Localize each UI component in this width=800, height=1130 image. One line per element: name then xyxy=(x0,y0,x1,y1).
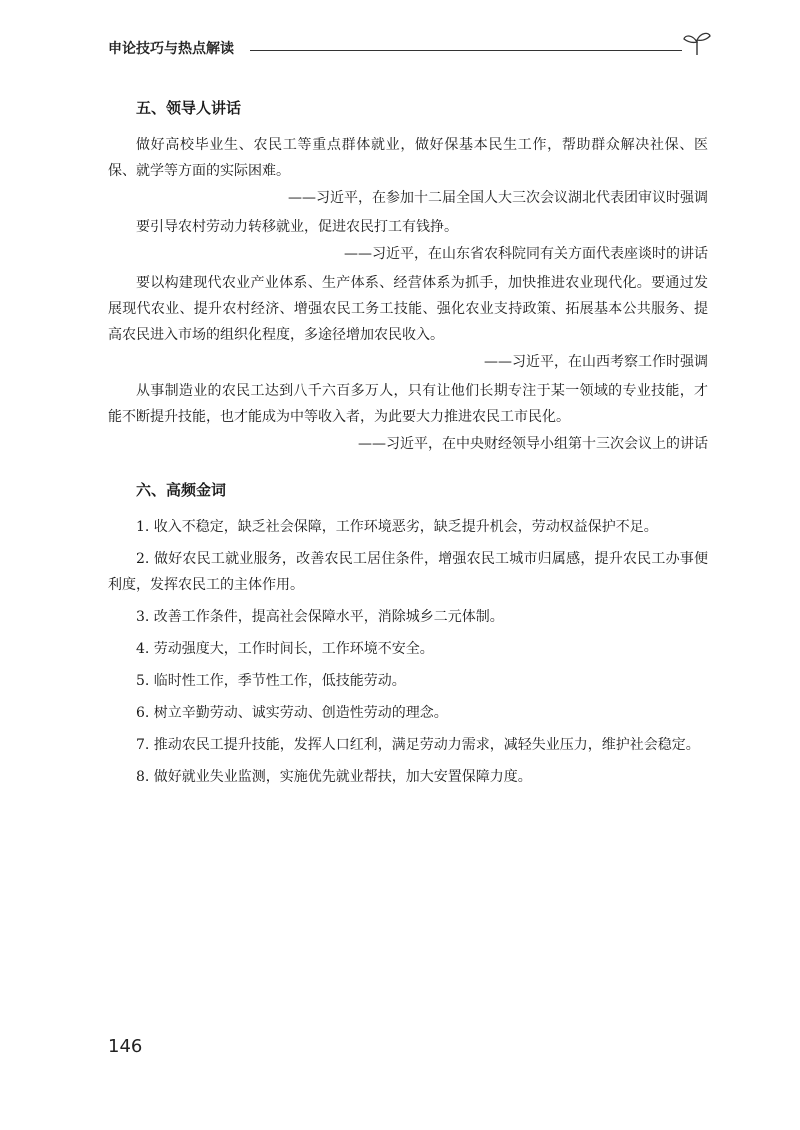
page-number: 146 xyxy=(108,1036,143,1057)
running-title: 申论技巧与热点解读 xyxy=(108,41,234,57)
quote-attribution: ——习近平，在山西考察工作时强调 xyxy=(484,354,708,370)
quote-text: 要引导农村劳动力转移就业，促进农民打工有钱挣。 xyxy=(136,219,458,235)
page-header xyxy=(108,30,708,60)
header-rule xyxy=(250,50,682,51)
list-item: 3. 改善工作条件，提高社会保障水平，消除城乡二元体制。 xyxy=(136,609,504,625)
list-item: 6. 树立辛勤劳动、诚实劳动、创造性劳动的理念。 xyxy=(136,705,448,721)
quote-text: 要以构建现代农业产业体系、生产体系、经营体系为抓手，加快推进农业现代化。要通过发展现代农业、提升农村经济、增强农民工务工技能、强化农业支持政策、拓展基本公共服务、提高农民进入市场的组织化程度，多途径增加农民收入。 xyxy=(108,275,708,343)
list-item: 8. 做好就业失业监测，实施优先就业帮扶，加大安置保障力度。 xyxy=(136,769,532,785)
section-title-leader-speech: 五、领导人讲话 xyxy=(136,99,242,117)
quote-attribution: ——习近平，在山东省农科院同有关方面代表座谈时的讲话 xyxy=(344,246,708,262)
quote-text: 从事制造业的农民工达到八千六百多万人，只有让他们长期专注于某一领域的专业技能，才能不断提升技能，也才能成为中等收入者，为此要大力推进农民工市民化。 xyxy=(108,383,708,425)
quote-text: 做好高校毕业生、农民工等重点群体就业，做好保基本民生工作，帮助群众解决社保、医保、就学等方面的实际困难。 xyxy=(108,137,708,179)
list-item: 4. 劳动强度大，工作时间长，工作环境不安全。 xyxy=(136,641,434,657)
sprout-icon xyxy=(682,30,712,56)
list-item: 2. 做好农民工就业服务，改善农民工居住条件，增强农民工城市归属感，提升农民工办事便利度，发挥农民工的主体作用。 xyxy=(108,551,708,593)
page-content xyxy=(108,96,708,796)
quote-attribution: ——习近平，在中央财经领导小组第十三次会议上的讲话 xyxy=(358,436,708,452)
quote-attribution: ——习近平，在参加十二届全国人大三次会议湖北代表团审议时强调 xyxy=(288,190,708,206)
section-title-keywords: 六、高频金词 xyxy=(136,481,227,499)
list-item: 7. 推动农民工提升技能，发挥人口红利，满足劳动力需求，减轻失业压力，维护社会稳定。 xyxy=(136,737,700,753)
list-item: 5. 临时性工作，季节性工作，低技能劳动。 xyxy=(136,673,406,689)
list-item: 1. 收入不稳定，缺乏社会保障，工作环境恶劣，缺乏提升机会，劳动权益保护不足。 xyxy=(136,519,658,535)
